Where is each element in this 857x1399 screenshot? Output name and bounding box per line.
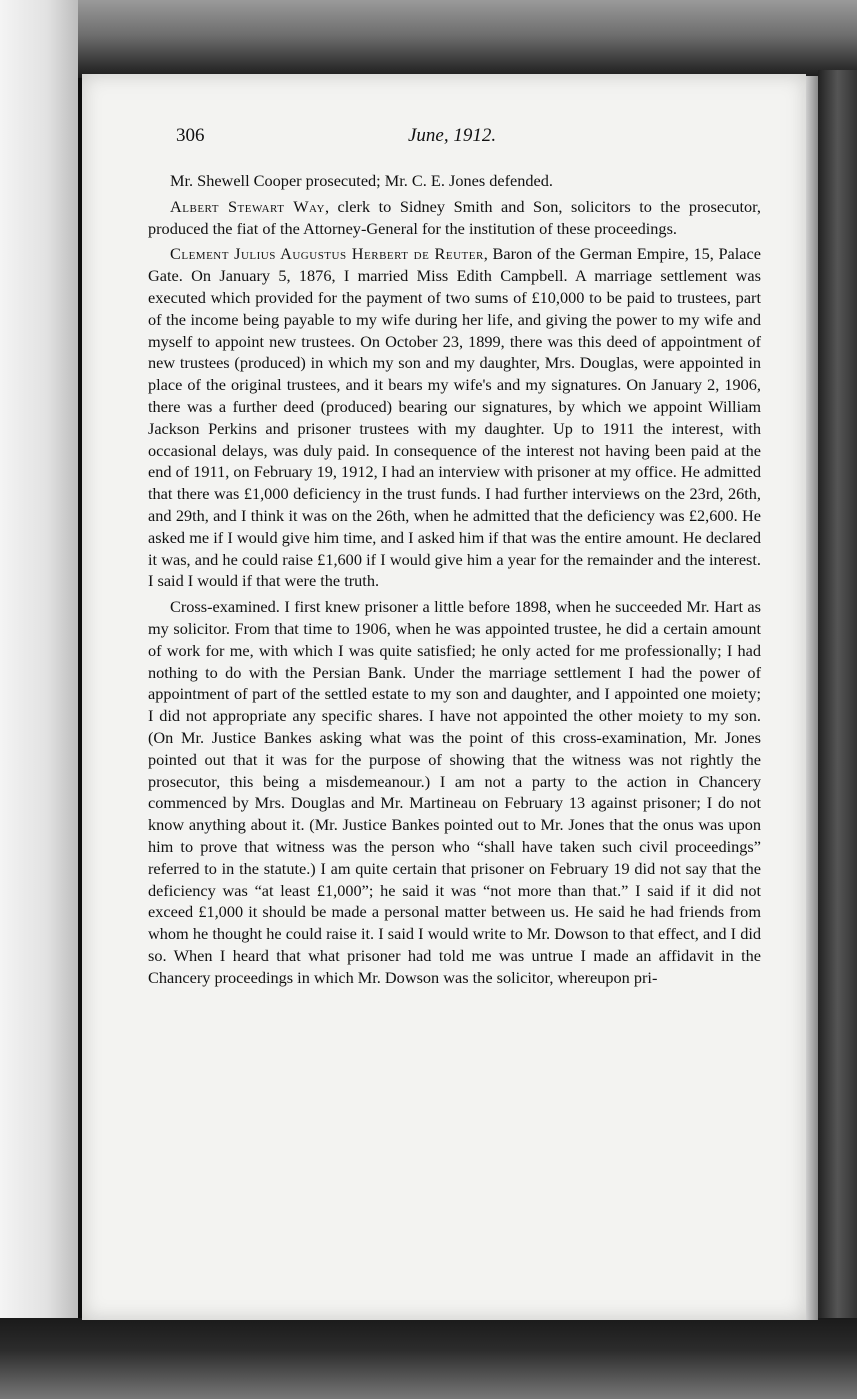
body-text	[148, 170, 761, 992]
page-number: 306	[176, 125, 205, 146]
page-edge-shadow	[806, 76, 818, 1320]
paragraph-text: Mr. Shewell Cooper prosecuted; Mr. C. E. Jones defended.	[170, 171, 553, 190]
scan-background-top	[0, 0, 857, 78]
paragraph-lead: Albert Stewart Way	[170, 196, 325, 216]
paragraph-text: , clerk to Sidney Smith and Son, solicitors to the prosecutor, produced the fiat of the Attorney-General for the institution of these proceedings.	[148, 196, 761, 238]
paragraph-text: Cross-examined. I first knew prisoner a little before 1898, when he succeeded Mr. Hart as my solicitor. From that time to 1906, when he was appointed trustee, he did a certain amount of work for me, with which I was quite satisfied; he only acted for me professionally; I had nothing to do with the Persian Bank. Under the marriage settlement I had the power of appointment of part of the settled estate to my son and daughter, and I appointed one moiety; I did not appropriate any specific shares. I have not appointed the other moiety to my son. (On Mr. Justice Bankes asking what was the point of this cross-examination, Mr. Jones pointed out that it was for the purpose of showing that the witness was not rightly the prosecutor, this being a misdemeanour.) I am not a party to the action in Chancery commenced by Mrs. Douglas and Mr. Martineau on February 13 against prisoner; I do not know anything about it. (Mr. Justice Bankes pointed out to Mr. Jones that the onus was upon him to prove that witness was the person who “shall have taken such civil proceedings” referred to in the statute.) I am quite certain that prisoner on February 19 did not say that the deficiency was “at least £1,000”; he said it was “not more than that.” I said if it did not exceed £1,000 it should be made a personal matter between us. He said he had friends from whom he thought he could raise it. I said I would write to Mr. Dowson to that effect, and I did so. When I heard that what prisoner had told me was untrue I made an affidavit in the Chancery proceedings in which Mr. Dowson was the solicitor, whereupon pri-	[148, 597, 761, 987]
paragraph-text: , Baron of the German Empire, 15, Palace Gate. On January 5, 1876, I married Miss Edith Campbell. A marriage settlement was executed which provided for the payment of two sums of £10,000 to be paid to trustees, part of the income being payable to my wife during her life, and giving the power to my wife and myself to appoint new trustees. On October 23, 1899, there was this deed of appointment of new trustees (produced) in which my son and my daughter, Mrs. Douglas, were appointed in place of the original trustees, and it bears my wife's and my signatures. On January 2, 1906, there was a further deed (produced) bearing our signatures, by which we appoint William Jackson Perkins and prisoner trustees with my daughter. Up to 1911 the interest, with occasional delays, was duly paid. In consequence of the interest not having been paid at the end of 1911, on February 19, 1912, I had an interview with prisoner at my office. He admitted that there was £1,000 deficiency in the trust funds. I had further interviews on the 23rd, 26th, and 29th, and I think it was on the 26th, when he admitted that the deficiency was £2,600. He asked me if I would give him time, and I asked him if that was the entire amount. He declared it was, and he could raise £1,600 if I would give him a year for the remainder and the interest. I said I would if that were the truth.	[148, 244, 761, 591]
paragraph-witness-baron	[148, 243, 761, 592]
scan-background-bottom	[0, 1318, 857, 1399]
paragraph-counsel	[148, 170, 761, 192]
running-head: June, 1912.	[408, 125, 497, 146]
paragraph-cross-examined	[148, 596, 761, 988]
paragraph-witness-clerk	[148, 196, 761, 240]
scan-background-left	[0, 0, 78, 1399]
paragraph-lead: Clement Julius Augustus Herbert de Reuter	[170, 244, 484, 264]
page-header	[176, 125, 576, 155]
book-binding	[818, 70, 857, 1330]
